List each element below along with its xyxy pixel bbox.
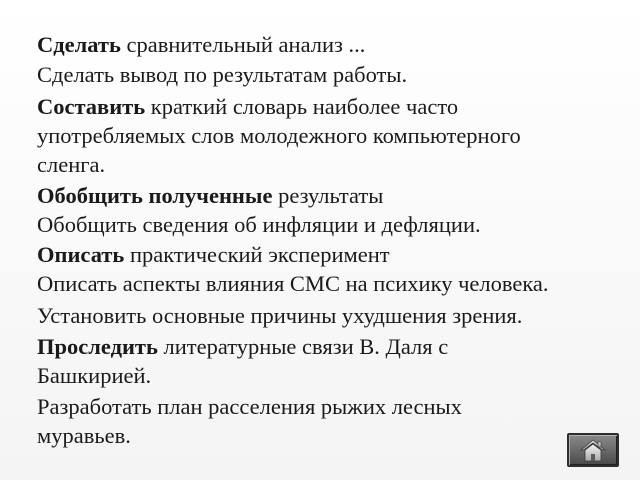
line-12-text: Башкирией. <box>37 363 152 388</box>
line-3-text: краткий словарь наиболее часто <box>145 94 459 119</box>
line-11-bold: Проследить <box>37 334 158 359</box>
line-4-text: употребляемых слов молодежного компьютерного <box>37 123 521 148</box>
line-7-text: Обобщить сведения об инфляции и дефляции. <box>37 212 481 237</box>
text-line-5 <box>37 152 105 178</box>
text-line-7 <box>37 212 481 238</box>
text-line-12 <box>37 363 151 389</box>
line-14-text: муравьев. <box>37 423 131 448</box>
text-line-13 <box>37 394 462 420</box>
text-line-8 <box>37 242 390 268</box>
line-10-text: Установить основные причины ухудшения зрения. <box>37 303 523 328</box>
home-icon <box>580 439 606 462</box>
text-line-3 <box>37 94 458 120</box>
line-8-text: практический эксперимент <box>124 242 390 267</box>
text-line-11 <box>37 334 448 360</box>
line-2-text: Сделать вывод по результатам работы. <box>37 62 408 87</box>
text-line-6 <box>37 183 383 209</box>
line-11-text: литературные связи В. Даля с <box>157 334 449 359</box>
line-13-text: Разработать план расселения рыжих лесных <box>37 394 462 419</box>
line-9-text: Описать аспекты влияния СМС на психику человека. <box>37 271 549 296</box>
home-button[interactable] <box>567 433 619 467</box>
line-8-bold: Описать <box>37 242 125 267</box>
text-line-4 <box>37 123 521 149</box>
line-3-bold: Составить <box>37 94 146 119</box>
text-line-1 <box>37 32 365 58</box>
text-line-9 <box>37 271 549 297</box>
line-1-bold: Сделать <box>37 32 121 57</box>
text-line-2 <box>37 62 407 88</box>
text-line-14 <box>37 423 131 449</box>
line-6-text: результаты <box>272 183 384 208</box>
line-5-text: сленга. <box>37 152 106 177</box>
line-1-text: сравнительный анализ ... <box>120 32 366 57</box>
text-line-10 <box>37 303 522 329</box>
line-6-bold: Обобщить полученные <box>37 183 273 208</box>
